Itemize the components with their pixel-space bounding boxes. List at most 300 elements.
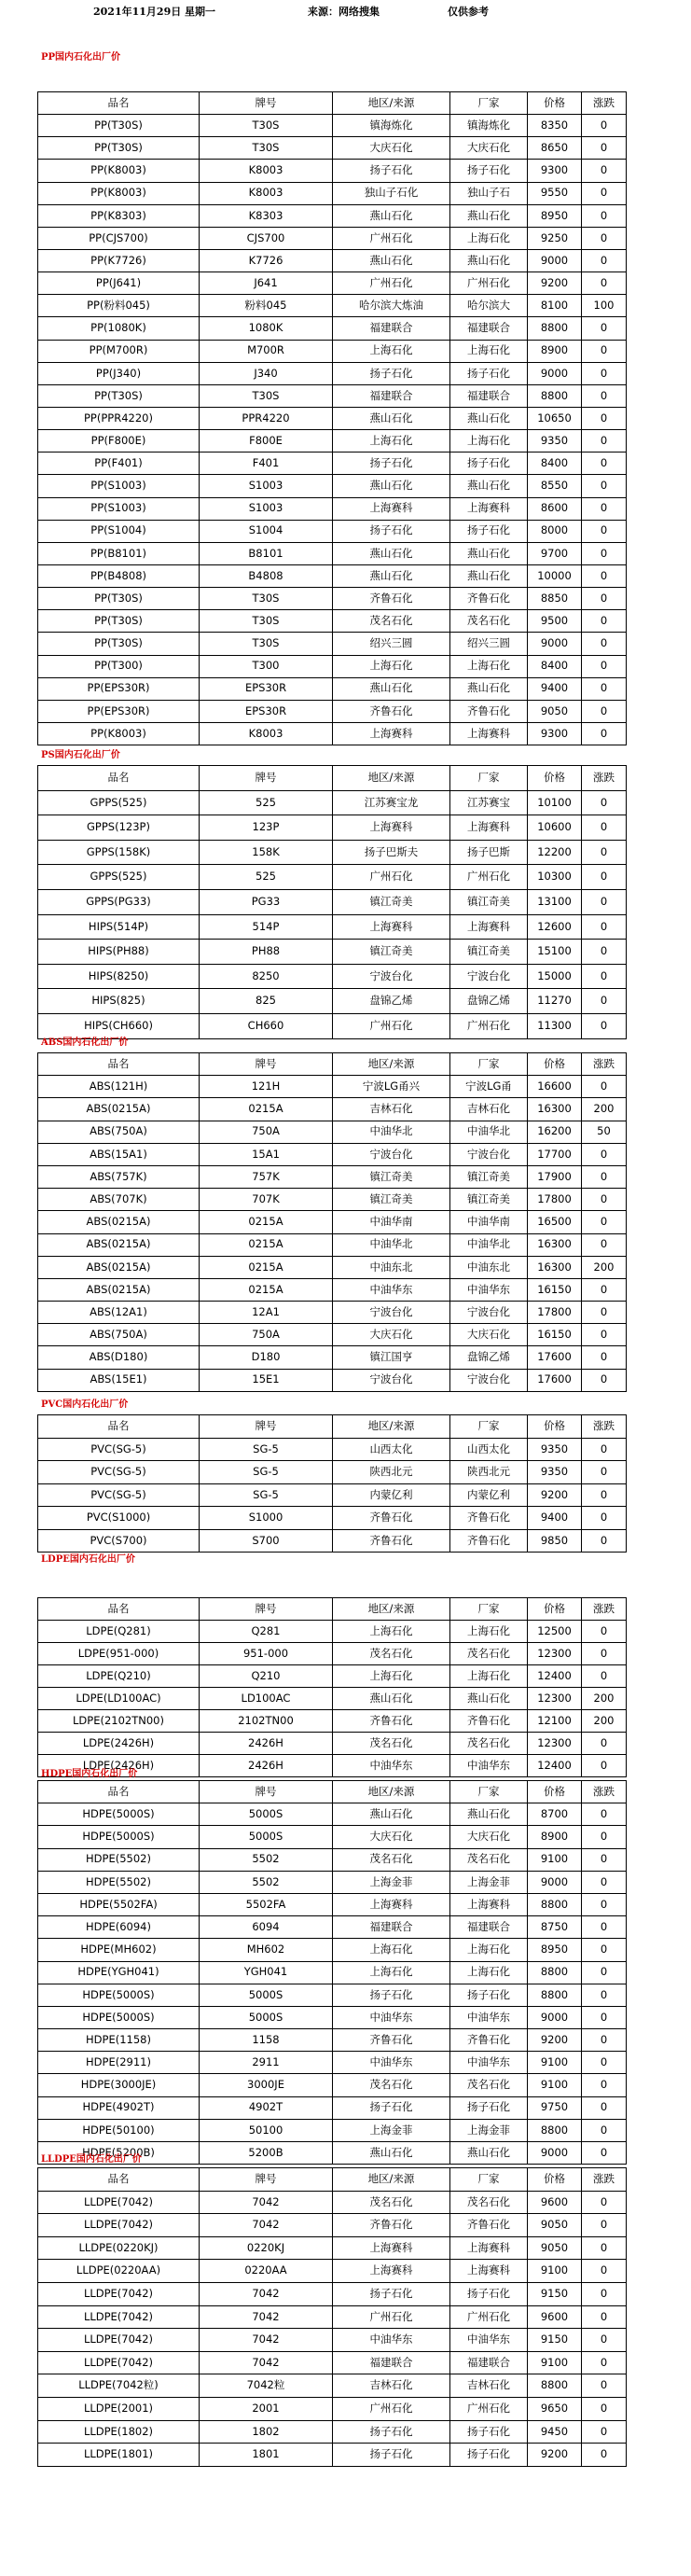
manufacturer-cell: 扬子石化	[450, 520, 528, 542]
grade-cell: S1003	[200, 475, 333, 497]
table-row	[38, 1233, 627, 1256]
price-cell: 9350	[528, 1461, 582, 1484]
product-name-cell: LLDPE(7042)	[38, 2191, 200, 2214]
grade-cell: EPS30R	[200, 700, 333, 722]
manufacturer-cell: 中油华东	[450, 2329, 528, 2352]
product-name-cell: HDPE(6094)	[38, 1916, 200, 1939]
grade-cell: 2102TN00	[200, 1710, 333, 1733]
column-header: 涨跌	[582, 1781, 627, 1803]
column-header: 涨跌	[582, 1598, 627, 1621]
price-cell: 17600	[528, 1346, 582, 1369]
table-row	[38, 964, 627, 989]
manufacturer-cell: 广州石化	[450, 2305, 528, 2329]
product-name-cell: HIPS(825)	[38, 989, 200, 1014]
manufacturer-cell: 齐鲁石化	[450, 2029, 528, 2052]
table-row	[38, 1346, 627, 1369]
change-cell: 0	[582, 2236, 627, 2260]
section-title: PP国内石化出厂价	[41, 52, 121, 63]
price-cell: 17600	[528, 1369, 582, 1391]
product-name-cell: PP(T30S)	[38, 115, 200, 137]
grade-cell: 1801	[200, 2444, 333, 2467]
manufacturer-cell: 燕山石化	[450, 1688, 528, 1710]
product-name-cell: ABS(750A)	[38, 1324, 200, 1346]
product-name-cell: HDPE(5502FA)	[38, 1893, 200, 1915]
column-header: 牌号	[200, 1415, 333, 1439]
region-source-cell: 宁波台化	[333, 1143, 450, 1165]
change-cell: 0	[582, 1939, 627, 1961]
product-name-cell: PVC(SG-5)	[38, 1461, 200, 1484]
grade-cell: 525	[200, 865, 333, 890]
region-source-cell: 绍兴三圆	[333, 633, 450, 655]
manufacturer-cell: 扬子石化	[450, 2444, 528, 2467]
column-header: 牌号	[200, 1781, 333, 1803]
table-row	[38, 1324, 627, 1346]
product-name-cell: ABS(0215A)	[38, 1256, 200, 1278]
manufacturer-cell: 福建联合	[450, 384, 528, 407]
price-cell: 9100	[528, 2260, 582, 2283]
column-header: 牌号	[200, 766, 333, 791]
region-source-cell: 宁波LG甬兴	[333, 1076, 450, 1098]
manufacturer-cell: 中油华东	[450, 1755, 528, 1777]
column-header: 牌号	[200, 92, 333, 115]
price-cell: 9000	[528, 633, 582, 655]
region-source-cell: 大庆石化	[333, 1324, 450, 1346]
price-cell: 16600	[528, 1076, 582, 1098]
product-name-cell: ABS(0215A)	[38, 1233, 200, 1256]
grade-cell: 2426H	[200, 1755, 333, 1777]
product-name-cell: LLDPE(7042)	[38, 2351, 200, 2374]
region-source-cell: 茂名石化	[333, 2191, 450, 2214]
section-title: LLDPE国内石化出厂价	[41, 2154, 142, 2165]
manufacturer-cell: 宁波台化	[450, 1302, 528, 1324]
product-name-cell: PP(粉料045)	[38, 295, 200, 317]
product-name-cell: HIPS(CH660)	[38, 1013, 200, 1038]
change-cell: 0	[582, 564, 627, 587]
change-cell: 0	[582, 2142, 627, 2165]
change-cell: 0	[582, 182, 627, 204]
manufacturer-cell: 扬子石化	[450, 362, 528, 384]
table-row	[38, 815, 627, 841]
table-row	[38, 1278, 627, 1301]
region-source-cell: 扬子巴斯夫	[333, 840, 450, 865]
region-source-cell: 江苏赛宝龙	[333, 790, 450, 815]
price-cell: 10650	[528, 407, 582, 429]
table-row	[38, 1143, 627, 1165]
price-cell: 9150	[528, 2329, 582, 2352]
change-cell: 0	[582, 497, 627, 520]
price-cell: 13100	[528, 889, 582, 914]
product-name-cell: PP(B4808)	[38, 564, 200, 587]
price-cell: 15000	[528, 964, 582, 989]
grade-cell: T30S	[200, 137, 333, 160]
table-row	[38, 2420, 627, 2444]
table-row	[38, 295, 627, 317]
price-cell: 8600	[528, 497, 582, 520]
product-name-cell: PP(B8101)	[38, 542, 200, 564]
change-cell: 0	[582, 989, 627, 1014]
table-row	[38, 2052, 627, 2074]
column-header: 涨跌	[582, 2168, 627, 2192]
price-cell: 12200	[528, 840, 582, 865]
product-name-cell: PP(PPR4220)	[38, 407, 200, 429]
product-name-cell: HIPS(PH88)	[38, 940, 200, 965]
table-row	[38, 1076, 627, 1098]
price-cell: 9300	[528, 160, 582, 182]
region-source-cell: 镇江奇美	[333, 1165, 450, 1188]
price-cell: 12300	[528, 1643, 582, 1665]
grade-cell: 7042	[200, 2329, 333, 2352]
price-cell: 9100	[528, 2351, 582, 2374]
column-header: 地区/来源	[333, 766, 450, 791]
region-source-cell: 上海赛科	[333, 914, 450, 940]
product-name-cell: LDPE(LD100AC)	[38, 1688, 200, 1710]
region-source-cell: 内蒙亿利	[333, 1483, 450, 1507]
product-name-cell: PP(T30S)	[38, 384, 200, 407]
change-cell: 0	[582, 384, 627, 407]
product-name-cell: HDPE(5000S)	[38, 1826, 200, 1848]
grade-cell: T30S	[200, 384, 333, 407]
table-header-row	[38, 1781, 627, 1803]
product-name-cell: PP(1080K)	[38, 317, 200, 340]
manufacturer-cell: 福建联合	[450, 317, 528, 340]
change-cell: 0	[582, 588, 627, 610]
product-name-cell: PP(F800E)	[38, 430, 200, 453]
change-cell: 0	[582, 1733, 627, 1755]
grade-cell: 50100	[200, 2119, 333, 2141]
price-cell: 9050	[528, 2214, 582, 2237]
product-name-cell: PP(CJS700)	[38, 227, 200, 249]
column-header: 厂家	[450, 1598, 528, 1621]
grade-cell: 0215A	[200, 1233, 333, 1256]
change-cell: 0	[582, 1013, 627, 1038]
price-cell: 9400	[528, 1507, 582, 1530]
region-source-cell: 燕山石化	[333, 204, 450, 227]
region-source-cell: 齐鲁石化	[333, 2214, 450, 2237]
table-row	[38, 2374, 627, 2398]
grade-cell: 15E1	[200, 1369, 333, 1391]
table-row	[38, 204, 627, 227]
price-table	[37, 765, 627, 1039]
region-source-cell: 齐鲁石化	[333, 1710, 450, 1733]
change-cell: 0	[582, 1324, 627, 1346]
grade-cell: 757K	[200, 1165, 333, 1188]
grade-cell: PPR4220	[200, 407, 333, 429]
price-cell: 9000	[528, 1871, 582, 1893]
column-header: 价格	[528, 766, 582, 791]
grade-cell: B8101	[200, 542, 333, 564]
manufacturer-cell: 广州石化	[450, 1013, 528, 1038]
price-table	[37, 1052, 627, 1392]
price-cell: 8950	[528, 204, 582, 227]
region-source-cell: 燕山石化	[333, 1688, 450, 1710]
grade-cell: 750A	[200, 1324, 333, 1346]
product-name-cell: ABS(D180)	[38, 1346, 200, 1369]
price-cell: 17800	[528, 1302, 582, 1324]
grade-cell: SG-5	[200, 1461, 333, 1484]
price-table	[37, 2167, 627, 2467]
price-cell: 8800	[528, 2119, 582, 2141]
table-row	[38, 1098, 627, 1121]
price-cell: 11300	[528, 1013, 582, 1038]
change-cell: 0	[582, 2444, 627, 2467]
manufacturer-cell: 上海石化	[450, 1939, 528, 1961]
change-cell: 0	[582, 865, 627, 890]
product-name-cell: HIPS(8250)	[38, 964, 200, 989]
change-cell: 200	[582, 1688, 627, 1710]
price-cell: 12400	[528, 1755, 582, 1777]
grade-cell: D180	[200, 1346, 333, 1369]
grade-cell: EPS30R	[200, 677, 333, 700]
manufacturer-cell: 中油华北	[450, 1233, 528, 1256]
table-row	[38, 914, 627, 940]
price-cell: 16300	[528, 1098, 582, 1121]
table-row	[38, 1302, 627, 1324]
change-cell: 200	[582, 1098, 627, 1121]
price-cell: 8800	[528, 384, 582, 407]
table-row	[38, 2029, 627, 2052]
change-cell: 0	[582, 2074, 627, 2096]
price-cell: 9450	[528, 2420, 582, 2444]
table-row	[38, 1893, 627, 1915]
column-header: 价格	[528, 2168, 582, 2192]
grade-cell: 6094	[200, 1916, 333, 1939]
grade-cell: PG33	[200, 889, 333, 914]
column-header: 品名	[38, 1781, 200, 1803]
change-cell: 0	[582, 700, 627, 722]
price-cell: 11270	[528, 989, 582, 1014]
change-cell: 0	[582, 1233, 627, 1256]
grade-cell: 粉料045	[200, 295, 333, 317]
column-header: 牌号	[200, 1598, 333, 1621]
grade-cell: 7042粒	[200, 2374, 333, 2398]
region-source-cell: 吉林石化	[333, 1098, 450, 1121]
grade-cell: 7042	[200, 2305, 333, 2329]
table-row	[38, 1507, 627, 1530]
grade-cell: 707K	[200, 1189, 333, 1211]
price-cell: 9150	[528, 2282, 582, 2305]
grade-cell: S1003	[200, 497, 333, 520]
table-row	[38, 2119, 627, 2141]
region-source-cell: 上海石化	[333, 430, 450, 453]
manufacturer-cell: 上海赛科	[450, 2236, 528, 2260]
manufacturer-cell: 扬子石化	[450, 2282, 528, 2305]
product-name-cell: HDPE(5000S)	[38, 1984, 200, 2006]
change-cell: 0	[582, 1483, 627, 1507]
manufacturer-cell: 上海石化	[450, 655, 528, 677]
source-label: 来源：网络搜集	[308, 6, 380, 18]
region-source-cell: 中油华北	[333, 1121, 450, 1143]
grade-cell: 0220AA	[200, 2260, 333, 2283]
region-source-cell: 茂名石化	[333, 1643, 450, 1665]
change-cell: 0	[582, 889, 627, 914]
manufacturer-cell: 盘锦乙烯	[450, 1346, 528, 1369]
section-title: LDPE国内石化出厂价	[41, 1554, 135, 1565]
manufacturer-cell: 宁波台化	[450, 1369, 528, 1391]
change-cell: 0	[582, 610, 627, 633]
change-cell: 0	[582, 2260, 627, 2283]
change-cell: 0	[582, 2397, 627, 2420]
price-cell: 16300	[528, 1233, 582, 1256]
region-source-cell: 扬子石化	[333, 520, 450, 542]
table-row	[38, 520, 627, 542]
change-cell: 0	[582, 1984, 627, 2006]
manufacturer-cell: 广州石化	[450, 272, 528, 295]
region-source-cell: 广州石化	[333, 865, 450, 890]
manufacturer-cell: 扬子石化	[450, 453, 528, 475]
column-header: 价格	[528, 1781, 582, 1803]
table-row	[38, 453, 627, 475]
grade-cell: 7042	[200, 2214, 333, 2237]
region-source-cell: 镇江国亨	[333, 1346, 450, 1369]
manufacturer-cell: 上海石化	[450, 340, 528, 362]
product-name-cell: LLDPE(7042)	[38, 2329, 200, 2352]
change-cell: 0	[582, 542, 627, 564]
section-title: PVC国内石化出厂价	[41, 1399, 129, 1410]
grade-cell: T30S	[200, 633, 333, 655]
manufacturer-cell: 上海金菲	[450, 2119, 528, 2141]
price-cell: 8800	[528, 2374, 582, 2398]
change-cell: 0	[582, 790, 627, 815]
table-row	[38, 1688, 627, 1710]
table-header-row	[38, 92, 627, 115]
region-source-cell: 镇江奇美	[333, 1189, 450, 1211]
change-cell: 200	[582, 1256, 627, 1278]
manufacturer-cell: 镇江奇美	[450, 1165, 528, 1188]
manufacturer-cell: 上海赛科	[450, 497, 528, 520]
price-cell: 9750	[528, 2096, 582, 2119]
region-source-cell: 福建联合	[333, 2351, 450, 2374]
table-row	[38, 407, 627, 429]
product-name-cell: PP(T30S)	[38, 633, 200, 655]
price-cell: 8800	[528, 1984, 582, 2006]
table-row	[38, 1984, 627, 2006]
change-cell: 0	[582, 2006, 627, 2028]
table-row	[38, 317, 627, 340]
price-cell: 9500	[528, 610, 582, 633]
change-cell: 0	[582, 1165, 627, 1188]
region-source-cell: 大庆石化	[333, 1826, 450, 1848]
product-name-cell: PP(T300)	[38, 655, 200, 677]
change-cell: 0	[582, 317, 627, 340]
product-name-cell: PP(K8003)	[38, 722, 200, 745]
page-header	[93, 4, 489, 19]
product-name-cell: LLDPE(7042)	[38, 2305, 200, 2329]
manufacturer-cell: 燕山石化	[450, 2142, 528, 2165]
price-cell: 17700	[528, 1143, 582, 1165]
price-cell: 15100	[528, 940, 582, 965]
table-row	[38, 1121, 627, 1143]
price-cell: 9350	[528, 1438, 582, 1461]
table-row	[38, 1665, 627, 1688]
price-cell: 9700	[528, 542, 582, 564]
price-cell: 8750	[528, 1916, 582, 1939]
change-cell: 0	[582, 362, 627, 384]
grade-cell: 0220KJ	[200, 2236, 333, 2260]
table-row	[38, 1939, 627, 1961]
price-cell: 9400	[528, 677, 582, 700]
price-cell: 17800	[528, 1189, 582, 1211]
grade-cell: 7042	[200, 2351, 333, 2374]
region-source-cell: 中油华东	[333, 2329, 450, 2352]
region-source-cell: 中油华北	[333, 1233, 450, 1256]
change-cell: 0	[582, 964, 627, 989]
product-name-cell: ABS(0215A)	[38, 1278, 200, 1301]
column-header: 品名	[38, 766, 200, 791]
table-row	[38, 2006, 627, 2028]
change-cell: 0	[582, 1346, 627, 1369]
manufacturer-cell: 镇海炼化	[450, 115, 528, 137]
grade-cell: 2001	[200, 2397, 333, 2420]
manufacturer-cell: 镇江奇美	[450, 1189, 528, 1211]
change-cell: 0	[582, 430, 627, 453]
change-cell: 100	[582, 295, 627, 317]
product-name-cell: PP(F401)	[38, 453, 200, 475]
table-row	[38, 889, 627, 914]
price-cell: 8900	[528, 1826, 582, 1848]
table-row	[38, 182, 627, 204]
price-cell: 9100	[528, 2052, 582, 2074]
price-cell: 16150	[528, 1324, 582, 1346]
grade-cell: 4902T	[200, 2096, 333, 2119]
price-cell: 9100	[528, 1848, 582, 1871]
price-cell: 9000	[528, 2142, 582, 2165]
column-header: 品名	[38, 1415, 200, 1439]
product-name-cell: LLDPE(1801)	[38, 2444, 200, 2467]
change-cell: 0	[582, 1076, 627, 1098]
region-source-cell: 广州石化	[333, 1013, 450, 1038]
region-source-cell: 上海赛科	[333, 1893, 450, 1915]
manufacturer-cell: 扬子巴斯	[450, 840, 528, 865]
report-date: 2021年11月29日 星期一	[93, 6, 216, 18]
manufacturer-cell: 宁波LG甬	[450, 1076, 528, 1098]
change-cell: 0	[582, 815, 627, 841]
product-name-cell: HDPE(5000S)	[38, 2006, 200, 2028]
price-cell: 9250	[528, 227, 582, 249]
product-name-cell: PP(K8003)	[38, 160, 200, 182]
region-source-cell: 中油华东	[333, 1755, 450, 1777]
manufacturer-cell: 齐鲁石化	[450, 1710, 528, 1733]
grade-cell: 2426H	[200, 1733, 333, 1755]
manufacturer-cell: 吉林石化	[450, 1098, 528, 1121]
table-row	[38, 1189, 627, 1211]
change-cell: 0	[582, 1893, 627, 1915]
change-cell: 0	[582, 633, 627, 655]
price-table	[37, 1780, 627, 2165]
change-cell: 0	[582, 272, 627, 295]
grade-cell: T30S	[200, 588, 333, 610]
price-cell: 12600	[528, 914, 582, 940]
region-source-cell: 宁波台化	[333, 1369, 450, 1391]
column-header: 地区/来源	[333, 92, 450, 115]
region-source-cell: 中油华东	[333, 2006, 450, 2028]
change-cell: 0	[582, 1302, 627, 1324]
manufacturer-cell: 齐鲁石化	[450, 1529, 528, 1553]
change-cell: 0	[582, 1916, 627, 1939]
price-cell: 9600	[528, 2191, 582, 2214]
column-header: 品名	[38, 92, 200, 115]
grade-cell: MH602	[200, 1939, 333, 1961]
grade-cell: M700R	[200, 340, 333, 362]
price-cell: 8850	[528, 588, 582, 610]
manufacturer-cell: 燕山石化	[450, 1803, 528, 1826]
price-cell: 8650	[528, 137, 582, 160]
change-cell: 0	[582, 1621, 627, 1643]
price-cell: 9600	[528, 2305, 582, 2329]
region-source-cell: 扬子石化	[333, 2096, 450, 2119]
product-name-cell: PVC(SG-5)	[38, 1483, 200, 1507]
product-name-cell: HDPE(4902T)	[38, 2096, 200, 2119]
change-cell: 0	[582, 160, 627, 182]
